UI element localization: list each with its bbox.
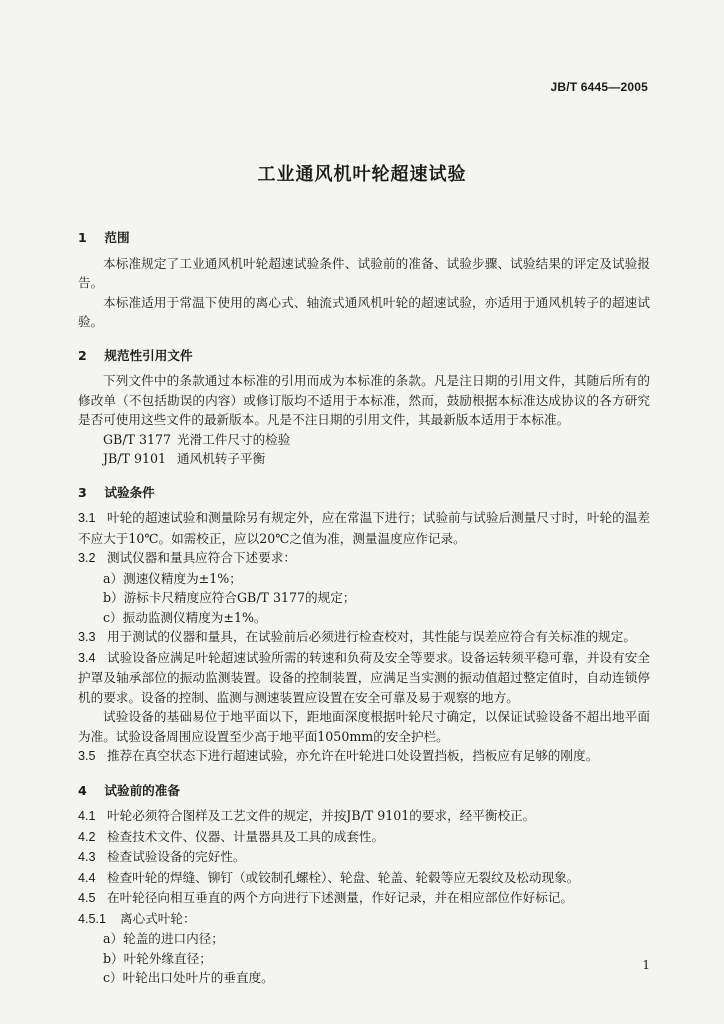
paragraph: 下列文件中的条款通过本标准的引用而成为本标准的条款。凡是注日期的引用文件，其随后所有的修改单（不包括勘误的内容）或修订版均不适用于本标准，然而，鼓励根据本标准达成协议的各方研究是否可使用这些文件的最新版本。凡是不注日期的引用文件，其最新版本适用于本标准。 bbox=[78, 373, 650, 427]
normative-reference bbox=[78, 449, 650, 469]
clause-text: 检查试验设备的完好性。 bbox=[107, 849, 246, 864]
paragraph: 本标准规定了工业通风机叶轮超速试验条件、试验前的准备、试验步骤、试验结果的评定及试验报告。 bbox=[78, 255, 650, 290]
standard-code: JB/T 6445—2005 bbox=[550, 80, 648, 94]
clause bbox=[78, 648, 650, 708]
clause bbox=[78, 627, 650, 648]
section-number: 3 bbox=[78, 484, 87, 500]
document-body bbox=[78, 220, 650, 988]
clause-number: 3.2 bbox=[78, 551, 96, 565]
section-heading bbox=[78, 781, 650, 801]
section-title: 试验条件 bbox=[104, 484, 155, 500]
clause-number: 4.5.1 bbox=[78, 911, 107, 926]
section-title: 规范性引用文件 bbox=[104, 347, 193, 363]
clause-text: 离心式叶轮： bbox=[120, 910, 196, 926]
clause-text: 推荐在真空状态下进行超速试验，亦允许在叶轮进口处设置挡板，挡板应有足够的刚度。 bbox=[107, 748, 599, 763]
clause-number: 3.4 bbox=[78, 650, 96, 665]
section-heading bbox=[78, 483, 650, 503]
normative-reference bbox=[78, 430, 650, 450]
clause-number: 4.5 bbox=[78, 891, 96, 905]
clause-number: 3.1 bbox=[78, 511, 96, 525]
clause-text: 检查技术文件、仪器、计量器具及工具的成套性。 bbox=[107, 828, 385, 844]
clause-text: 试验设备应满足叶轮超速试验所需的转速和负荷及安全等要求。设备运转须平稳可靠，并设有安全护罩及轴承部位的振动监测装置。设备的控制装置，应满足当实测的振动值超过整定值时，自动连锁停机的要求。设备的控制、监测与测速装置应设置在安全可靠及易于观察的地方。 bbox=[78, 649, 650, 705]
list-item: c）振动监测仪精度为±1%。 bbox=[103, 609, 267, 625]
clause-number: 4.1 bbox=[78, 809, 96, 823]
clause bbox=[78, 909, 650, 930]
clause-number: 4.4 bbox=[78, 870, 96, 885]
clause bbox=[78, 746, 650, 767]
clause-text: 叶轮必须符合图样及工艺文件的规定，并按JB/T 9101的要求，经平衡校正。 bbox=[107, 808, 536, 823]
clause bbox=[78, 847, 650, 868]
clause-text: 用于测试的仪器和量具，在试验前后必须进行检查校对，其性能与误差应符合有关标准的规定。 bbox=[107, 629, 636, 644]
clause bbox=[78, 548, 650, 569]
section-number: 1 bbox=[78, 230, 87, 245]
clause-text: 测试仪器和量具应符合下述要求： bbox=[107, 550, 296, 565]
paragraph: 试验设备的基础易位于地平面以下，距地面深度根据叶轮尺寸确定，以保证试验设备不超出地平面为准。试验设备周围应设置至少高于地平面1050mm的安全护栏。 bbox=[78, 709, 650, 744]
section-title: 范围 bbox=[104, 230, 130, 245]
paragraph: 本标准适用于常温下使用的离心式、轴流式通风机叶轮的超速试验，亦适用于通风机转子的超速试验。 bbox=[78, 294, 650, 329]
reference-name: 通风机转子平衡 bbox=[177, 451, 266, 466]
clause-text: 叶轮的超速试验和测量除另有规定外，应在常温下进行；试验前与试验后测量尺寸时，叶轮的温差不应大于10℃。如需校正，应以20℃之值为准，测量温度应作记录。 bbox=[78, 510, 650, 546]
reference-name: 光滑工件尺寸的检验 bbox=[177, 431, 291, 447]
section-number: 2 bbox=[78, 347, 87, 363]
page-number: 1 bbox=[642, 958, 650, 972]
list-item: a）轮盖的进口内径； bbox=[103, 931, 224, 946]
list-item: c）叶轮出口处叶片的垂直度。 bbox=[103, 970, 274, 985]
clause-number: 3.3 bbox=[78, 630, 96, 644]
section-title: 试验前的准备 bbox=[104, 782, 180, 798]
reference-code: JB/T 9101 bbox=[103, 451, 166, 466]
list-item: b）叶轮外缘直径； bbox=[103, 950, 212, 966]
clause bbox=[78, 888, 650, 909]
document-title: 工业通风机叶轮超速试验 bbox=[257, 164, 467, 185]
clause-text: 检查叶轮的焊缝、铆钉（或铰制孔螺栓）、轮盘、轮盖、轮毂等应无裂纹及松动现象。 bbox=[107, 869, 580, 885]
clause-number: 4.3 bbox=[78, 850, 96, 864]
clause-number: 3.5 bbox=[78, 749, 96, 763]
list-item: a）测速仪精度为±1%； bbox=[103, 570, 242, 586]
clause bbox=[78, 806, 650, 827]
list-item: b）游标卡尺精度应符合GB/T 3177的规定； bbox=[103, 590, 356, 605]
reference-code: GB/T 3177 bbox=[103, 431, 172, 447]
clause-text: 在叶轮径向相互垂直的两个方向进行下述测量，作好记录，并在相应部位作好标记。 bbox=[107, 890, 573, 905]
clause bbox=[78, 868, 650, 889]
section-heading bbox=[78, 228, 650, 248]
clause bbox=[78, 827, 650, 848]
section-heading bbox=[78, 346, 650, 366]
section-number: 4 bbox=[78, 782, 87, 798]
clause-number: 4.2 bbox=[78, 829, 96, 844]
clause bbox=[78, 508, 650, 548]
